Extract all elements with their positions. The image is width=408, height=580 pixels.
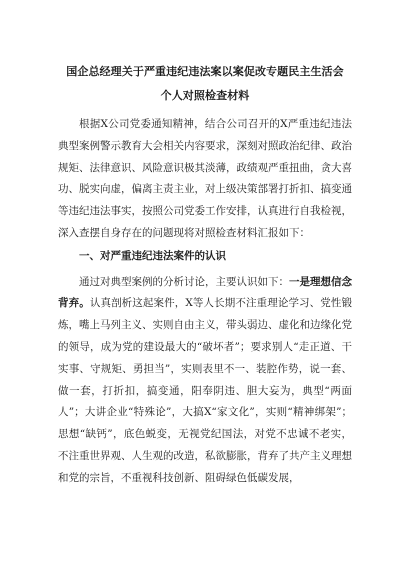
section-1-lead: 通过对典型案例的分析讨论，主要认识如下： [79,275,289,288]
intro-paragraph: 根据X公司党委通知精神，结合公司召开的X严重违纪违法典型案例警示教育大会相关内容要求，深刻对照政治纪律、政治规矩、法律意识、风险意识极其淡薄，政绩观严重扭曲，贪大喜功、脱实向虚，偏离主责主业，对上级决策部署打折扣、搞变通等违纪违法事实，按照公司党委工作安排，认真进行自我检视，深入查摆自身存在的问题现将对照检查材料汇报如下： [58,118,352,239]
document-title-line-2: 个人对照检查材料 [160,89,250,102]
section-1-heading: 一、对严重违纪违法案件的认识 [79,249,226,262]
section-1-body: 认真剖析这起案件，X等人长期不注重理论学习、党性锻炼，嘴上马列主义、实则自由主义，带头弱边、虚化和边缘化党的领导，成为党的建设最大的“破坏者”；要求别人“走正道、干实事、守规矩、勇担当”，实则表里不一、装腔作势，说一套、做一套，打折扣，搞变通，阳奉阴违、胆大妄为，典型“两面人”；大讲企业“特殊论”，大搞X“家文化”，实则“精神绑架”；思想“缺钙”，底色蜕变，无视党纪国法，对党不忠诚不老实，不注重世界观、人生观的改造，私欲膨胀，背弃了共产主义理想和党的宗旨，不重视科技创新、阻碍绿色低碳发展， [58,297,352,484]
document-title [58,60,352,108]
document-title-line-1: 国企总经理关于严重违纪违法案以案促改专题民主生活会 [66,65,344,78]
section-1-emphasis: 一是理想信念背弃。 [58,275,352,310]
section-1-paragraph [58,272,352,490]
